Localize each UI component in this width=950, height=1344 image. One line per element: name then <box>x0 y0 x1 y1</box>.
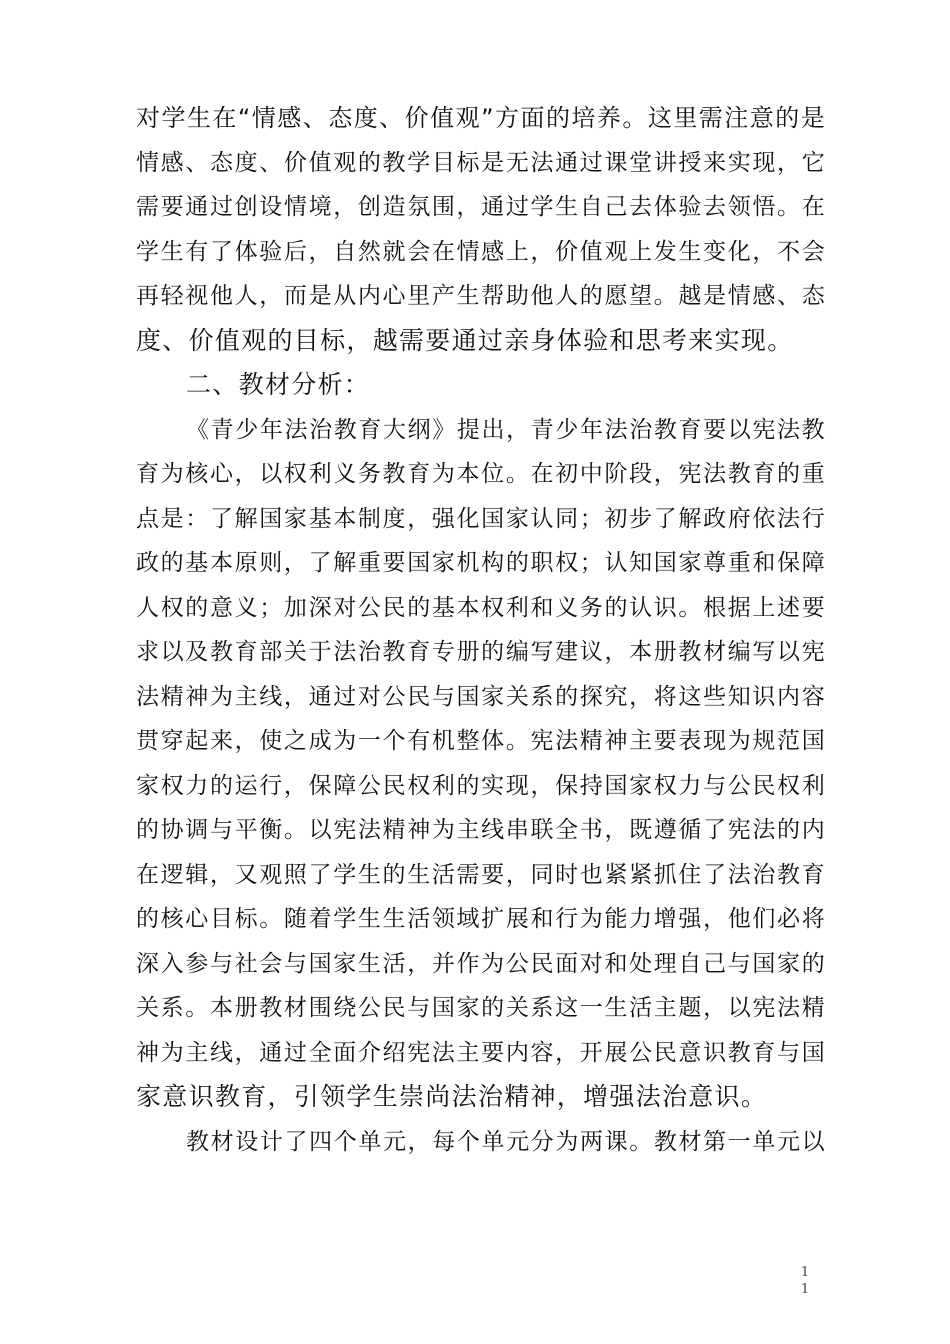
text-line: 《青少年法治教育大纲》提出，青少年法治教育要以宪法教 <box>186 417 826 443</box>
text-line: 点是：了解国家基本制度，强化国家认同；初步了解政府依法行 <box>136 506 826 532</box>
page-number: 1 1 <box>800 1265 810 1297</box>
section-heading: 二、教材分析： <box>186 370 371 399</box>
text-line: 法精神为主线，通过对公民与国家关系的探究，将这些知识内容 <box>136 684 826 710</box>
text-line: 情感、态度、价值观的教学目标是无法通过课堂讲授来实现，它 <box>136 150 826 176</box>
text-line: 对学生在“情感、态度、价值观”方面的培养。这里需注意的是 <box>136 104 826 132</box>
text-line: 人权的意义；加深对公民的基本权利和义务的认识。根据上述要 <box>136 595 826 621</box>
text-line: 求以及教育部关于法治教育专册的编写建议，本册教材编写以宪 <box>136 639 826 665</box>
text-line: 教材设计了四个单元，每个单元分为两课。教材第一单元以 <box>186 1129 826 1155</box>
text-line: 神为主线，通过全面介绍宪法主要内容，开展公民意识教育与国 <box>136 1040 826 1066</box>
text-line: 育为核心，以权利义务教育为本位。在初中阶段，宪法教育的重 <box>136 461 826 487</box>
text-line: 再轻视他人，而是从内心里产生帮助他人的愿望。越是情感、态 <box>136 283 826 309</box>
text-line: 需要通过创设情境，创造氛围，通过学生自己去体验去领悟。在 <box>136 194 826 220</box>
text-line: 学生有了体验后，自然就会在情感上，价值观上发生变化，不会 <box>136 239 826 265</box>
text-line: 政的基本原则，了解重要国家机构的职权；认知国家尊重和保障 <box>136 550 826 576</box>
text-line: 关系。本册教材围绕公民与国家的关系这一生活主题，以宪法精 <box>136 995 826 1021</box>
text-line: 深入参与社会与国家生活，并作为公民面对和处理自己与国家的 <box>136 951 826 977</box>
text-line: 的核心目标。随着学生生活领域扩展和行为能力增强，他们必将 <box>136 906 826 932</box>
text-line: 家意识教育，引领学生崇尚法治精神，增强法治意识。 <box>136 1082 768 1111</box>
text-line: 家权力的运行，保障公民权利的实现，保持国家权力与公民权利 <box>136 773 826 799</box>
text-line: 度、价值观的目标，越需要通过亲身体验和思考来实现。 <box>136 326 794 355</box>
text-line: 的协调与平衡。以宪法精神为主线串联全书，既遵循了宪法的内 <box>136 817 826 843</box>
text-line: 在逻辑，又观照了学生的生活需要，同时也紧紧抓住了法治教育 <box>136 862 826 888</box>
text-line: 贯穿起来，使之成为一个有机整体。宪法精神主要表现为规范国 <box>136 728 826 754</box>
